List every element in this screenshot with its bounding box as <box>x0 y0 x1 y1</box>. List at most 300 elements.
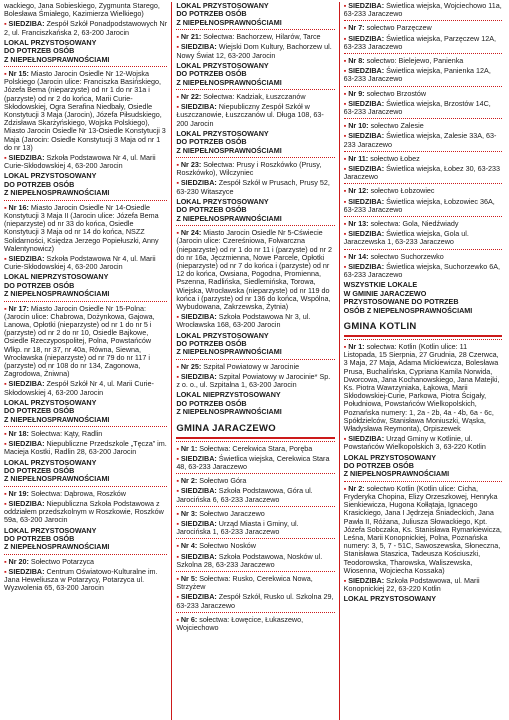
accessibility-note-line: DO POTRZEB OSÓB <box>4 46 75 56</box>
accessibility-note-line: W GMINIE JARACZEWO <box>343 288 427 298</box>
dotted-divider <box>344 216 502 217</box>
bullet-icon: ▪ <box>4 19 9 29</box>
bullet-icon: ▪ <box>4 379 9 389</box>
bullet-icon: ▪ <box>176 312 181 322</box>
accessibility-note <box>4 459 167 484</box>
district-description: sołectwo: Bielejewo, Panienka <box>366 56 464 66</box>
dotted-divider <box>176 225 334 226</box>
bullet-icon: ▪ <box>343 56 349 66</box>
bullet-icon: ▪ <box>4 428 9 438</box>
district-number: Nr 18: <box>8 428 29 438</box>
accessibility-note-line: Z NIEPEŁNOSPRAWNOŚCIAMI <box>4 542 110 552</box>
seat-address: Świetlica wiejska, Brzostów 14C, 63-233 Jaraczewo <box>343 98 491 117</box>
seat-address: Zespół Szkół, Rusko ul. Szkolna 29, 63-233 Jaraczewo <box>176 592 334 610</box>
district-entry <box>344 253 502 261</box>
district-description: Sołectwa: Cerekwica Stara, Poręba <box>199 443 313 453</box>
district-number: Nr 25: <box>180 361 202 371</box>
dotted-divider <box>344 20 502 21</box>
accessibility-note <box>4 273 167 298</box>
district-description: Miasto Jarocin Osiedle Nr 5-Cświecie (Jarocin ulice: Czereśniowa, Folwarczna (nieparzyste) od nr 1 do nr 11 i (parzyste) od nr 2 do nr 16a, Jęczmienna, Nowe Parcele, Opłotki (nieparzyste) od nr 7 do końca i (parzyste) od nr 12 do końca, Owsiana, Pogodna, Promienna, Pszenna, Radlińska, Siedlemińska, Torowa, Wiejska, Wrocławska (nieparzyste) od nr 119 do końca i (parzyste) od nr 136 do końca, Wspólna, Wybudowana, Zakrzewska, Żytnia) <box>176 228 332 311</box>
district-description: Sołectwa: Rusko, Cerekwica Nowa, Strzyżew <box>176 574 313 592</box>
bullet-icon: ▪ <box>176 92 181 102</box>
accessibility-note-line: LOKAL PRZYSTOSOWANY <box>4 171 97 181</box>
accessibility-note <box>176 62 334 87</box>
seat-address: Urząd Gminy w Kotlinie, ul. Powstańców Wielkopolskich 3, 63-220 Kotlin <box>343 434 486 452</box>
district-number: Nr 6: <box>180 614 198 624</box>
dotted-divider <box>344 249 502 250</box>
district-number: Nr 23: <box>180 160 202 170</box>
district-entry <box>176 510 334 518</box>
accessibility-note <box>176 2 334 27</box>
seat-address: Świetlica wiejska, Łobzowiec 36A, 63-233 Jaraczewo <box>343 196 495 214</box>
district-number: Nr 12: <box>348 186 369 196</box>
seat-address: Zespół Szkół Ponadpodstawowych Nr 2, ul. Franciszkańska 2, 63-200 Jarocin <box>4 19 168 37</box>
seat-address: Szkoła Podstawowa, ul. Marii Konopnickiej 22, 63-220 Kotlin <box>343 576 480 594</box>
accessibility-note-line: Z NIEPEŁNOSPRAWNOŚCIAMI <box>4 188 110 198</box>
bullet-icon: ▪ <box>343 483 349 493</box>
district-entry <box>176 363 334 371</box>
accessibility-note-line: LOKAL PRZYSTOSOWANY <box>4 525 97 535</box>
accessibility-note <box>4 399 167 424</box>
district-entry <box>4 430 167 438</box>
seat-entry <box>4 440 167 456</box>
district-entry <box>344 122 502 130</box>
dotted-divider <box>4 200 167 201</box>
bullet-icon: ▪ <box>4 303 9 313</box>
district-entry <box>4 70 167 152</box>
accessibility-note <box>4 527 167 552</box>
district-description: Sołectwa: Kąty, Radlin <box>30 428 103 438</box>
seat-label: SIEDZIBA: <box>180 42 217 52</box>
dotted-divider <box>344 86 502 87</box>
seat-label: SIEDZIBA: <box>8 253 45 263</box>
column-1 <box>4 2 171 720</box>
dotted-divider <box>344 53 502 54</box>
seat-address: Szkoła Podstawowa Nr 4, ul. Marii Curie-Skłodowskiej 4, 63-200 Jarocin <box>4 253 156 272</box>
seat-label: SIEDZIBA: <box>348 261 385 271</box>
bullet-icon: ▪ <box>343 164 349 174</box>
seat-label: SIEDZIBA: <box>8 153 45 163</box>
seat-address: Centrum Oświatowo-Kulturalne im. Jana Heweliusza w Potarzycy, Potarzyca ul. Wyzwolenia 65, 63-200 Jarocin <box>4 567 158 593</box>
seat-label: SIEDZIBA: <box>348 2 385 10</box>
district-entry <box>4 204 167 253</box>
seat-label: SIEDZIBA: <box>348 576 385 585</box>
accessibility-note-line: Z NIEPEŁNOSPRAWNOŚCIAMI <box>4 474 110 484</box>
district-entry <box>176 616 334 632</box>
district-description: sołectwo Zalesie <box>370 121 424 131</box>
dotted-divider <box>344 118 502 119</box>
district-number: Nr 13: <box>348 219 369 229</box>
seat-entry <box>4 568 167 593</box>
seat-address: Świetlica wiejska, Łobez 30, 63-233 Jaraczewo <box>343 164 501 182</box>
accessibility-note-line: PRZYSTOSOWANE DO POTRZEB <box>343 297 459 307</box>
paragraph: wackiego, Jana Sobieskiego, Zygmunta Starego, Bolesława Śmiałego, Kazimierza Wielkiego) <box>4 2 160 19</box>
district-description: sołectwa: Gola, Niedźwiady <box>370 219 459 229</box>
bullet-icon: ▪ <box>343 33 349 43</box>
district-number: Nr 19: <box>8 488 29 498</box>
seat-entry <box>4 255 167 271</box>
accessibility-note <box>344 454 502 479</box>
seat-label: SIEDZIBA: <box>348 98 385 108</box>
seat-entry <box>176 520 334 536</box>
seat-address: Świetlica wiejska, Gola ul. Jaraczewska 1, 63-233 Jaraczewo <box>343 229 469 247</box>
district-number: Nr 1: <box>348 341 365 351</box>
accessibility-note-line: DO POTRZEB OSÓB <box>176 9 247 19</box>
district-number: Nr 3: <box>180 508 198 518</box>
bullet-icon: ▪ <box>4 488 9 498</box>
bullet-icon: ▪ <box>176 443 181 453</box>
district-number: Nr 20: <box>8 556 29 566</box>
accessibility-note-line: OSÓB Z NIEPEŁNOSPRAWNOŚCIAMI <box>343 305 473 315</box>
district-description: Sołectwo Jaraczewo <box>199 508 265 518</box>
district-entry <box>344 24 502 32</box>
accessibility-note-line: LOKAL PRZYSTOSOWANY <box>176 2 269 10</box>
seat-address: Urząd Miasta i Gminy, ul. Jarocińska 1, 63-233 Jaraczewo <box>176 519 299 537</box>
bullet-icon: ▪ <box>343 121 349 131</box>
seat-address: Świetlica wiejska, Cerekwica Stara 48, 63-233 Jaraczewo <box>176 453 330 471</box>
dotted-divider <box>344 151 502 152</box>
accessibility-note-line: DO POTRZEB OSÓB <box>176 69 247 79</box>
district-number: Nr 24: <box>180 228 202 238</box>
district-entry <box>344 220 502 228</box>
bullet-icon: ▪ <box>176 592 181 602</box>
district-description: Sołectwo Potarzyca <box>30 556 95 566</box>
dotted-divider <box>176 89 334 90</box>
seat-label: SIEDZIBA: <box>348 229 385 239</box>
district-description: sołectwo Łobzowiec <box>370 186 435 196</box>
bullet-icon: ▪ <box>343 219 349 229</box>
seat-entry <box>344 230 502 246</box>
seat-entry <box>344 263 502 279</box>
accessibility-note <box>176 198 334 223</box>
district-number: Nr 16: <box>8 202 29 212</box>
bullet-icon: ▪ <box>176 371 181 381</box>
district-entry <box>344 343 502 433</box>
bullet-icon: ▪ <box>343 196 349 206</box>
seat-label: SIEDZIBA: <box>180 453 217 463</box>
accessibility-note-line: LOKAL PRZYSTOSOWANY <box>4 397 97 407</box>
seat-label: SIEDZIBA: <box>180 519 217 529</box>
seat-address: Niepubliczna Szkoła Podstawowa z oddziałem przedszkolnym w Roszkowie, Roszków 59a, 63-200 Jarocin <box>4 499 164 525</box>
accessibility-note <box>176 332 334 357</box>
bullet-icon: ▪ <box>4 567 9 577</box>
seat-entry <box>344 67 502 83</box>
seat-entry <box>176 179 334 195</box>
seat-label: SIEDZIBA: <box>348 131 385 141</box>
district-description: Miasto Jarocin Osiedle Nr 14-Osiedle Konstytucji 3 Maja II (Jarocin ulice: Józefa Bema (nieparzyste) od nr 33 do końca, Osiedle Konstytucji 3 Maja od nr 14 do końca, NSZZ Solidarności, Księdza Jerzego Popiełuszki, Anny Walentynowicz) <box>4 202 159 253</box>
seat-label: SIEDZIBA: <box>180 178 217 188</box>
bullet-icon: ▪ <box>176 32 181 42</box>
seat-address: Zespół Szkół Nr 4, ul. Marii Curie-Skłodowskiej 4, 63-200 Jarocin <box>4 379 154 397</box>
district-entry <box>344 187 502 195</box>
seat-entry <box>344 577 502 593</box>
district-number: Nr 21: <box>180 32 202 42</box>
dotted-divider <box>176 473 334 474</box>
seat-address: Niepubliczne Przedszkole „Tęcza” im. Macieja Kostki, Radlin 28, 63-200 Jarocin <box>4 439 167 457</box>
seat-label: SIEDZIBA: <box>348 196 385 206</box>
district-entry <box>176 445 334 453</box>
seat-entry <box>4 500 167 525</box>
seat-entry <box>344 35 502 51</box>
accessibility-note <box>344 281 502 315</box>
seat-label: SIEDZIBA: <box>180 592 217 602</box>
district-entry <box>344 155 502 163</box>
bullet-icon: ▪ <box>343 88 349 98</box>
bullet-icon: ▪ <box>176 614 181 624</box>
accessibility-note-line: Z NIEPEŁNOSPRAWNOŚCIAMI <box>176 213 282 223</box>
accessibility-note-line: LOKAL PRZYSTOSOWANY <box>176 330 269 340</box>
district-description: sołectwo Kotlin (Kotlin ulice: Cicha, Fryderyka Chopina, Elizy Orzeszkowej, Henryka Sienkiewicza, Hugona Kołłątaja, Ignacego Krasickiego, Jana I Jędrzeja Śniadeckich, Jana Pawła II, Różana, Juliusza Słowackiego, Kpt. Józefa Sobczaka, Ks. Stanisława Rymarkiewicza, Leśna, Marii Konopnickiej, Polna, Poznańska numery: 3, 5, 7 - 51C, Sawoszewska, Słoneczna, Stanisława Staszica, Tadeusza Kościuszki, Teodorowska, Tharowska, Waliszewska, Wiosenna, Wojciecha Kossaka) <box>343 483 502 575</box>
accessibility-note-line: Z NIEPEŁNOSPRAWNOŚCIAMI <box>4 54 110 64</box>
seat-label: SIEDZIBA: <box>348 66 385 76</box>
bullet-icon: ▪ <box>343 341 349 351</box>
district-number: Nr 1: <box>180 443 198 453</box>
bullet-icon: ▪ <box>176 476 181 486</box>
bullet-icon: ▪ <box>4 556 9 566</box>
district-number: Nr 2: <box>180 476 198 486</box>
seat-entry <box>4 154 167 170</box>
dotted-divider <box>4 66 167 67</box>
seat-entry <box>4 380 167 396</box>
district-number: Nr 15: <box>8 69 29 79</box>
district-number: Nr 5: <box>180 574 198 584</box>
dotted-divider <box>4 554 167 555</box>
seat-entry <box>344 198 502 214</box>
district-number: Nr 14: <box>348 251 369 261</box>
section-heading: GMINA KOTLIN <box>344 321 502 337</box>
bullet-icon: ▪ <box>176 486 181 496</box>
accessibility-note-line: DO POTRZEB OSÓB <box>176 398 247 408</box>
seat-address: Świetlica wiejska, Wojciechowo 11a, 63-233 Jaraczewo <box>343 2 502 19</box>
district-description: sołectwa: Łowęcice, Łukaszewo, Wojciechowo <box>176 614 304 633</box>
dotted-divider <box>176 612 334 613</box>
seat-address: Szpital Powiatowy w Jarocinie* Sp. z o. o., ul. Szpitalna 1, 63-200 Jarocin <box>176 371 331 390</box>
seat-label: SIEDZIBA: <box>8 567 45 577</box>
bullet-icon: ▪ <box>343 23 349 33</box>
dotted-divider <box>344 339 502 340</box>
bullet-icon: ▪ <box>176 361 181 371</box>
section-heading: GMINA JARACZEWO <box>176 423 334 439</box>
seat-label: SIEDZIBA: <box>180 486 217 496</box>
district-entry <box>344 90 502 98</box>
accessibility-note <box>4 39 167 64</box>
seat-entry <box>344 165 502 181</box>
bullet-icon: ▪ <box>4 69 9 79</box>
accessibility-note-line: Z NIEPEŁNOSPRAWNOŚCIAMI <box>4 289 110 299</box>
accessibility-note-line: WSZYSTKIE LOKALE <box>343 280 418 290</box>
bullet-icon: ▪ <box>343 66 349 76</box>
bullet-icon: ▪ <box>176 178 181 188</box>
dotted-divider <box>176 506 334 507</box>
bullet-icon: ▪ <box>343 261 349 271</box>
seat-entry <box>344 2 502 18</box>
district-number: Nr 8: <box>348 56 365 66</box>
accessibility-note-line: LOKAL PRZYSTOSOWANY <box>4 37 97 47</box>
accessibility-note-line: DO POTRZEB OSÓB <box>176 338 247 348</box>
district-entry <box>176 542 334 550</box>
dotted-divider <box>176 571 334 572</box>
seat-label: SIEDZIBA: <box>180 312 217 322</box>
bullet-icon: ▪ <box>343 434 349 444</box>
district-description: Miasto Jarocin Osiedle Nr 12-Wojska Polskiego (Jarocin ulice: Franciszka Basińskiego, Józefa Bema (nieparzyste) od nr 1 do nr 31a i (parzyste) od nr 2 do końca, Marii Curie-Skłodowskiej, Ogra Serafina Niedbały, Osiedle Konstytucji 3 Maja (Jarocin), Józefa Piłsudskiego, Zdzisława Skarżyńskiego, Wojska Polskiego), Miasto Jarocin Osiedle Nr 13-Osiedle Konstytucji 3 Maja (Jarocin: Osiedle Konstytucji 3 Maja od nr 1 do nr 13) <box>4 69 166 152</box>
district-description: Sołectwa: Dąbrowa, Roszków <box>30 488 126 498</box>
bullet-icon: ▪ <box>4 153 9 163</box>
bullet-icon: ▪ <box>176 42 181 52</box>
district-description: sołectwa: Kotlin (Kotlin ulice: 11 Listopada, 15 Sierpnia, 27 Grudnia, 28 Czerwca, 3 Maja, 27 Maja, Adama Mickiewicza, Bolesława Prusa, Buchalińska, Cypriana Kamila Norwida, Dworcowa, Jana Kochanowskiego, Jana Matejki, Ks. Piotra Wawrzyniaka, Łąkowa, Marii Skłodowskiej-Curie, Parkowa, Piotra Ścigały, Południowa, Powstańców Wielkopolskich, Poznańska numery: 1, 2a - 2b, 4a - 4b, 6a - 6c, Spółdzielców, Stanisława Moniuszki, Wąska, Władysława Reymonta), Orpiszewek <box>343 341 500 433</box>
district-entry <box>176 161 334 177</box>
seat-entry <box>176 43 334 59</box>
bullet-icon: ▪ <box>4 202 9 212</box>
district-entry <box>176 93 334 101</box>
bullet-icon: ▪ <box>176 508 181 518</box>
district-description: Sołectwa: Kadziak, Łuszczanów <box>203 92 306 102</box>
accessibility-note-line: Z NIEPEŁNOSPRAWNOŚCIAMI <box>176 145 282 155</box>
seat-entry <box>344 100 502 116</box>
accessibility-note-line: LOKAL NIEPRZYSTOSOWANY <box>4 272 109 282</box>
seat-entry <box>176 487 334 503</box>
bullet-icon: ▪ <box>176 453 181 463</box>
bullet-icon: ▪ <box>4 499 9 509</box>
bullet-icon: ▪ <box>343 576 349 585</box>
accessibility-note-line: DO POTRZEB OSÓB <box>4 280 75 290</box>
accessibility-note-line: Z NIEPEŁNOSPRAWNOŚCIAMI <box>176 407 282 417</box>
dotted-divider <box>176 538 334 539</box>
seat-entry <box>176 455 334 471</box>
district-entry <box>176 229 334 311</box>
accessibility-note <box>4 172 167 197</box>
seat-address: Szkoła Podstawowa Nr 4, ul. Marii Curie-Skłodowskiej 4, 63-200 Jarocin <box>4 153 156 171</box>
seat-address: Szkoła Podstawowa Nr 3, ul. Wrocławska 168, 63-200 Jarocin <box>176 312 311 330</box>
accessibility-note-line: LOKAL PRZYSTOSOWANY <box>176 60 269 70</box>
district-number: Nr 11: <box>348 153 369 163</box>
accessibility-note-line: LOKAL PRZYSTOSOWANY <box>4 457 97 467</box>
district-description: Sołectwo Góra <box>199 476 247 486</box>
seat-address: Świetlica wiejska, Panienka 12A, 63-233 Jaraczewo <box>343 66 491 84</box>
district-number: Nr 17: <box>8 303 29 313</box>
district-entry <box>176 477 334 485</box>
district-description: Sołectwo Nosków <box>199 541 256 551</box>
accessibility-note-line: LOKAL PRZYSTOSOWANY <box>343 594 437 604</box>
seat-label: SIEDZIBA: <box>180 371 217 381</box>
dotted-divider <box>176 441 334 442</box>
dotted-divider <box>4 301 167 302</box>
district-number: Nr 9: <box>348 88 365 98</box>
accessibility-note-line: DO POTRZEB OSÓB <box>176 205 247 215</box>
seat-entry <box>4 20 167 36</box>
district-entry <box>344 57 502 65</box>
bullet-icon: ▪ <box>4 439 9 449</box>
seat-entry <box>344 435 502 451</box>
dotted-divider <box>4 426 167 427</box>
seat-label: SIEDZIBA: <box>180 102 217 112</box>
seat-label: SIEDZIBA: <box>8 499 45 509</box>
bullet-icon: ▪ <box>176 160 181 170</box>
accessibility-note-line: DO POTRZEB OSÓB <box>176 137 247 147</box>
seat-entry <box>176 553 334 569</box>
bullet-icon: ▪ <box>176 574 181 584</box>
district-description: sołectwo Suchorzewko <box>370 251 444 261</box>
seat-address: Wiejski Dom Kultury, Bachorzew ul. Nowy Świat 12, 63-200 Jarocin <box>176 42 332 60</box>
dotted-divider <box>176 29 334 30</box>
bullet-icon: ▪ <box>343 2 349 10</box>
district-number: Nr 2: <box>348 483 365 493</box>
bullet-icon: ▪ <box>343 229 349 239</box>
seat-label: SIEDZIBA: <box>348 434 385 444</box>
bullet-icon: ▪ <box>176 519 181 529</box>
column-2 <box>171 2 338 720</box>
seat-label: SIEDZIBA: <box>348 33 385 43</box>
seat-address: Świetlica wiejska, Parzęczew 12A, 63-233 Jaraczewo <box>343 33 496 51</box>
district-number: Nr 4: <box>180 541 198 551</box>
district-description: Szpital Powiatowy w Jarocinie <box>203 361 300 371</box>
accessibility-note-line: LOKAL PRZYSTOSOWANY <box>176 128 269 138</box>
accessibility-note-line: DO POTRZEB OSÓB <box>4 406 75 416</box>
seat-label: SIEDZIBA: <box>8 439 45 449</box>
dotted-divider <box>176 157 334 158</box>
bullet-icon: ▪ <box>343 251 349 261</box>
district-number: Nr 10: <box>348 121 369 131</box>
bullet-icon: ▪ <box>176 228 181 238</box>
district-entry <box>4 558 167 566</box>
bullet-icon: ▪ <box>176 551 181 561</box>
bullet-icon: ▪ <box>176 541 181 551</box>
accessibility-note-line: Z NIEPEŁNOSPRAWNOŚCIAMI <box>343 469 450 479</box>
accessibility-note <box>344 595 502 603</box>
district-description: sołectwo Parzęczew <box>366 23 432 33</box>
seat-entry <box>176 103 334 128</box>
seat-address: Świetlica wiejska, Zalesie 33A, 63-233 Jaraczewo <box>343 131 497 149</box>
dotted-divider <box>176 359 334 360</box>
column-3 <box>339 2 506 720</box>
accessibility-note-line: Z NIEPEŁNOSPRAWNOŚCIAMI <box>176 77 282 87</box>
district-entry <box>344 485 502 575</box>
bullet-icon: ▪ <box>343 131 349 141</box>
bullet-icon: ▪ <box>176 102 181 112</box>
bullet-icon: ▪ <box>343 186 349 196</box>
seat-entry <box>176 313 334 329</box>
accessibility-note-line: Z NIEPEŁNOSPRAWNOŚCIAMI <box>176 347 282 357</box>
district-entry <box>176 33 334 41</box>
seat-entry <box>344 132 502 148</box>
bullet-icon: ▪ <box>343 98 349 108</box>
district-entry <box>4 490 167 498</box>
accessibility-note <box>176 391 334 416</box>
accessibility-note-line: LOKAL NIEPRZYSTOSOWANY <box>176 390 281 400</box>
accessibility-note-line: DO POTRZEB OSÓB <box>4 466 75 475</box>
accessibility-note-line: LOKAL PRZYSTOSOWANY <box>176 196 269 206</box>
district-description: sołectwo Brzostów <box>366 88 427 98</box>
seat-label: SIEDZIBA: <box>348 164 385 174</box>
seat-address: Szkoła Podstawowa, Nosków ul. Szkolna 28, 63-233 Jaraczewo <box>176 551 323 569</box>
seat-address: Zespół Szkół w Prusach, Prusy 52, 63-230 Witaszyce <box>176 178 330 196</box>
district-entry <box>176 575 334 591</box>
accessibility-note-line: DO POTRZEB OSÓB <box>343 460 414 470</box>
accessibility-note <box>176 130 334 155</box>
accessibility-note-line: DO POTRZEB OSÓB <box>4 179 75 189</box>
seat-label: SIEDZIBA: <box>8 19 45 29</box>
seat-entry <box>176 373 334 389</box>
district-description: sołectwo Łobez <box>370 153 420 163</box>
dotted-divider <box>4 486 167 487</box>
seat-label: SIEDZIBA: <box>180 551 217 561</box>
bullet-icon: ▪ <box>4 253 9 263</box>
accessibility-note-line: Z NIEPEŁNOSPRAWNOŚCIAMI <box>176 17 282 27</box>
seat-address: Niepubliczny Zespół Szkół w Łuszczanowie, Łuszczanów ul. Długa 108, 63-200 Jarocin <box>176 102 324 128</box>
seat-label: SIEDZIBA: <box>8 379 45 389</box>
district-number: Nr 7: <box>348 23 365 33</box>
accessibility-note-line: LOKAL PRZYSTOSOWANY <box>343 452 437 462</box>
dotted-divider <box>344 481 502 482</box>
